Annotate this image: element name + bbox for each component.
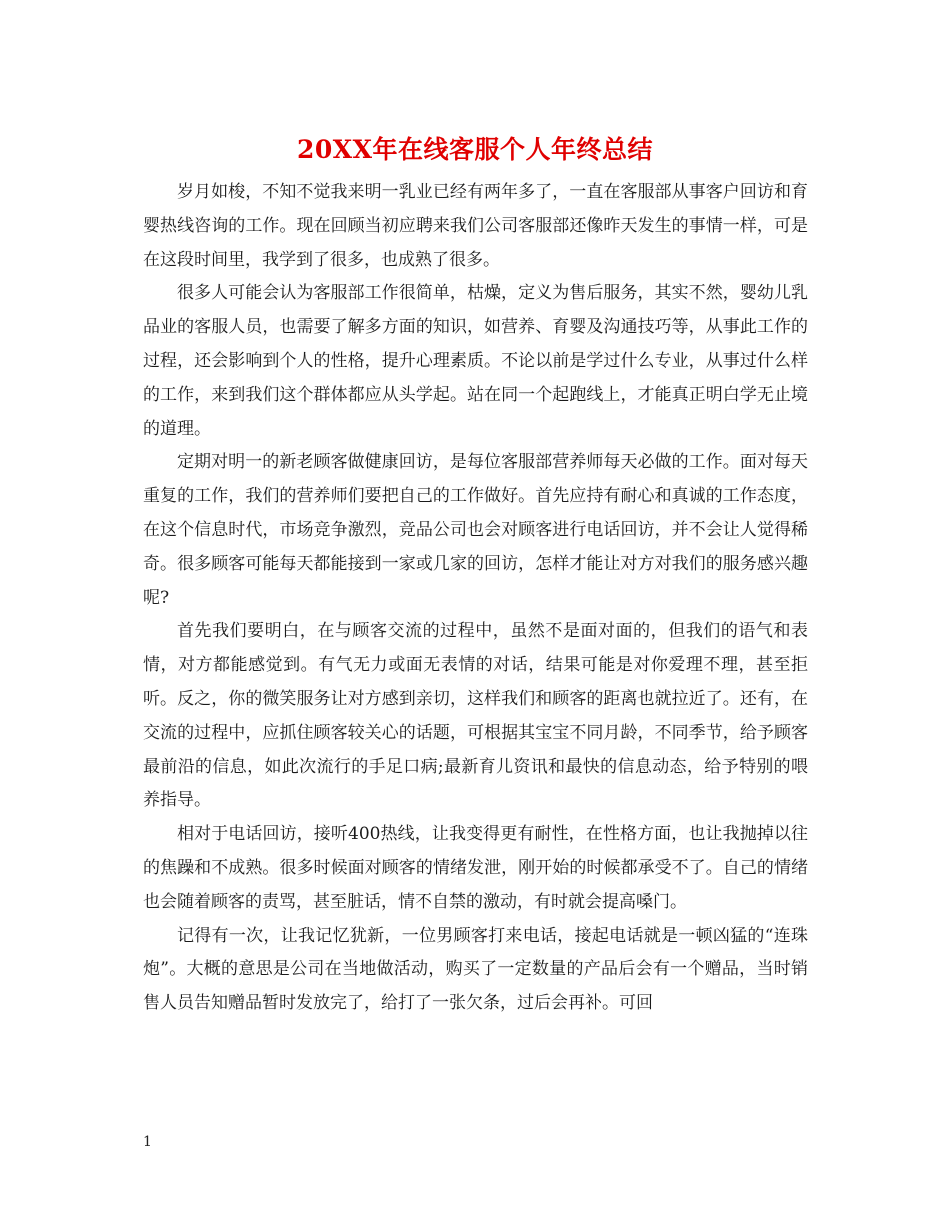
paragraph-4: 首先我们要明白，在与顾客交流的过程中，虽然不是面对面的，但我们的语气和表情，对方都能感觉到。有气无力或面无表情的对话，结果可能是对你爱理不理，甚至拒听。反之，你的微笑服务让对方感到亲切，这样我们和顾客的距离也就拉近了。还有，在交流的过程中，应抓住顾客较关心的话题，可根据其宝宝不同月龄，不同季节，给予顾客最前沿的信息，如此次流行的手足口病;最新育儿资讯和最快的信息动态，给予特别的喂养指导。 [143, 621, 808, 811]
document-title: 20XX年在线客服个人年终总结 [296, 135, 654, 164]
paragraph-3: 定期对明一的新老顾客做健康回访，是每位客服部营养师每天必做的工作。面对每天重复的工作，我们的营养师们要把自己的工作做好。首先应持有耐心和真诚的工作态度，在这个信息时代，市场竞争激烈，竞品公司也会对顾客进行电话回访，并不会让人觉得稀奇。很多顾客可能每天都能接到一家或几家的回访，怎样才能让对方对我们的服务感兴趣呢? [143, 452, 808, 608]
paragraph-5: 相对于电话回访，接听400热线，让我变得更有耐性，在性格方面，也让我抛掉以往的焦躁和不成熟。很多时候面对顾客的情绪发泄，刚开始的时候都承受不了。自己的情绪也会随着顾客的责骂，甚至脏话，情不自禁的激动，有时就会提高嗓门。 [143, 824, 808, 912]
paragraph-6: 记得有一次，让我记忆犹新，一位男顾客打来电话，接起电话就是一顿凶猛的“连珠炮”。大概的意思是公司在当地做活动，购买了一定数量的产品后会有一个赠品，当时销售人员告知赠品暂时发放完了，给打了一张欠条，过后会再补。可回 [143, 925, 808, 1014]
document-body [143, 176, 808, 1021]
page-number: 1 [143, 1134, 152, 1150]
paragraph-2: 很多人可能会认为客服部工作很简单，枯燥，定义为售后服务，其实不然，婴幼儿乳品业的客服人员，也需要了解多方面的知识，如营养、育婴及沟通技巧等，从事此工作的过程，还会影响到个人的性格，提升心理素质。不论以前是学过什么专业，从事过什么样的工作，来到我们这个群体都应从头学起。站在同一个起跑线上，才能真正明白学无止境的道理。 [143, 283, 808, 439]
paragraph-1: 岁月如梭，不知不觉我来明一乳业已经有两年多了，一直在客服部从事客户回访和育婴热线咨询的工作。现在回顾当初应聘来我们公司客服部还像昨天发生的事情一样，可是在这段时间里，我学到了很多，也成熟了很多。 [143, 182, 808, 270]
